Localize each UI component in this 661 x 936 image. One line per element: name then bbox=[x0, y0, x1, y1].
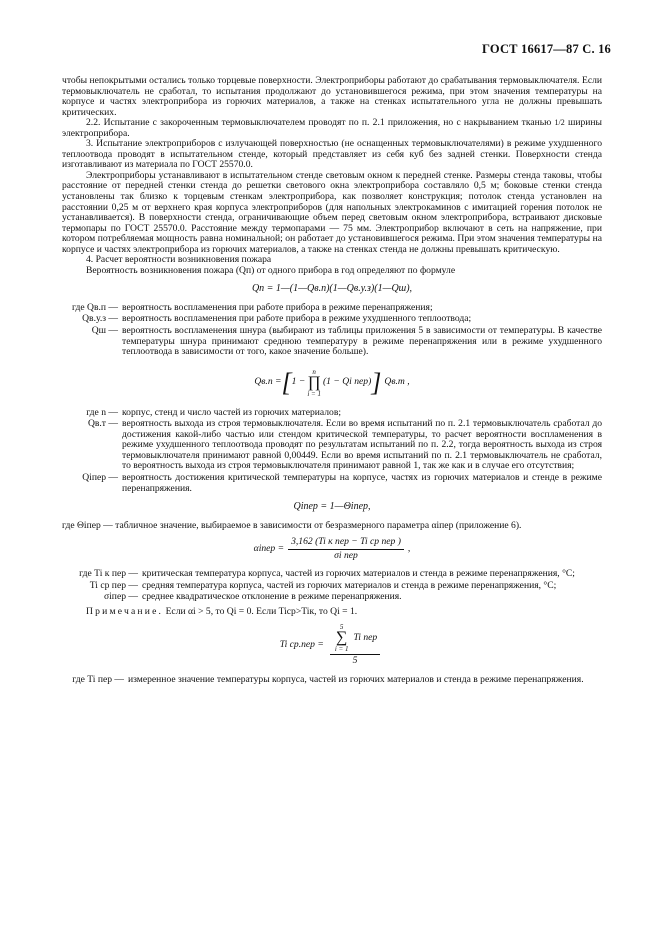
paragraph-1: чтобы непокрытыми остались только торцевые поверхности. Электроприборы работают до срабатывания термовыключателя. Если термовыключатель не сработал, то испытания продолжают до установившегося режима, при этом значения температуры на корпусе и частях электроприбора из горючих материалов, а также на стенках испытательного угла не должны превышать критических. bbox=[62, 75, 602, 118]
definition-item: где Qв.п — вероятность воспламенения при работе прибора в режиме перенапряжения; bbox=[72, 301, 433, 313]
paragraph-6: где Θiпер — табличное значение, выбираемое в зависимости от безразмерного параметра αiпер (приложение 6). bbox=[62, 519, 522, 531]
formula-fire-probability: Qп = 1—(1—Qв.п)(1—Qв.у.з)(1—Qш), bbox=[251, 283, 413, 295]
definitions-1 bbox=[62, 303, 602, 358]
definition-item: где Ti к пер — критическая температура корпуса, частей из горючих материалов и стенда в режиме перенапряжения, °С; bbox=[79, 568, 575, 580]
definition-item: где n — корпус, стенд и число частей из горючих материалов; bbox=[86, 406, 342, 418]
formula-critical-probability: Qiпер = 1—Θiпер, bbox=[293, 501, 371, 513]
fraction-half: 1/2 bbox=[554, 118, 565, 128]
note bbox=[62, 607, 602, 618]
fraction: $\frac{\text{3,162 (Ti к пер − Ti ср пер )}}{\text{σi пер}}$ bbox=[288, 537, 404, 561]
definition-item: Qв.т — вероятность выхода из строя термовыключателя. Если во время испытаний по п. 2.1 термовыключатель сработал до достижения какой-либо частью или стендом критической температуры, то расчет вероятности воспламенения в режиме ухудшенного теплоотвода проводят по результатам испытаний по п. 2.2, тогда вероятность выхода из строя термовыключателя принимают равной 0,00449. Если во время испытаний по п. 2.1 термовыключатель не сработал, то вероятность выхода из строя термовыключателя принимают равной 1, так же как и в случае его отсутствия; bbox=[87, 418, 602, 472]
paragraph-3: 3. Испытание электроприборов с излучающей поверхностью (не оснащенных термовыключателями) в режиме ухудшенного теплоотвода проводят в испытательном стенде, который представляет из себя куб без задней стенки. Поверхности стенда изготавливают из материала по ГОСТ 25570.0. bbox=[62, 138, 602, 171]
formula-mean-temperature: Ti ср.пер = 5 ∑ i = 1 Ti пер 5 bbox=[62, 623, 602, 667]
note-label: Примечание. bbox=[86, 605, 164, 617]
formula-overvoltage: Qв.п = [ 1 − n ∏ i = 1 (1 − Qi пер) ] Qв.т , bbox=[254, 367, 410, 398]
definition-item: Qш — вероятность воспламенения шнура (выбирают из таблицы приложения 5 в зависимости от температуры. В качестве температуры шнура принимают среднюю температуру в режиме перенапряжения или в режиме ухудшенного теплоотвода в зависимости от того, какое значение больше). bbox=[91, 325, 602, 358]
definitions-4 bbox=[62, 675, 602, 686]
definition-item: Qв.у.з — вероятность воспламенения при работе прибора в режиме ухудшенного теплоотвода; bbox=[82, 313, 472, 325]
note-text: Если αi > 5, то Qi = 0. Если Tiср>Tiк, то Qi = 1. bbox=[163, 605, 358, 617]
definition-item: Qiпер — вероятность достижения критической температуры на корпусе, частях из горючих материалов и стенде в режиме перенапряжения. bbox=[82, 471, 602, 494]
sum-operator: 5 ∑ i = 1 bbox=[334, 623, 349, 654]
paragraph-2: 2.2. Испытание с закороченным термовыключателем проводят по п. 2.1 приложения, но с накрыванием тканью 1/2 ширины электроприбора. bbox=[62, 117, 602, 139]
formula-alpha: αiпер = $\frac{\text{3,162 (Ti к пер − Ti ср пер )}}{\text{σi пер}}$ , bbox=[253, 536, 411, 561]
definition-item: σiпер — среднее квадратическое отклонение в режиме перенапряжения. bbox=[103, 591, 402, 603]
paragraph-5: Вероятность возникновения пожара (Qп) от одного прибора в год определяют по формуле bbox=[86, 264, 456, 276]
definition-item: где Ti пер — измеренное значение температуры корпуса, частей из горючих материалов и стенда в режиме перенапряжения. bbox=[72, 673, 584, 685]
section-heading: 4. Расчет вероятности возникновения пожара bbox=[86, 254, 272, 266]
page-header: ГОСТ 16617—87 С. 16 bbox=[482, 42, 611, 56]
paragraph-4: Электроприборы устанавливают в испытательном стенде световым окном к передней стенке. Размеры стенда таковы, чтобы расстояние от передней стенки стенда до решетки светового окна электроприбора составляло 0,5 м; боковые стенки стенда установлены так близко к торцевым стенкам электроприбора, как позволяет конструкция; потолок стенда установлен на расстоянии 0,25 м от верхнего края корпуса электроприборов (для напольных электрокаминов с имитацией горения потолок не устанавливается). В поверхности стенда, ограничивающие объем перед световым окном электроприбора, встраивают дисковые термопары по ГОСТ 25570.0. Расстояние между термопарами — 75 мм. Электроприбор включают в сеть на напряжение, при котором потребляемая мощность равна номинальной; он работает до установившегося режима. При этом значения температуры на корпусе и частях электроприбора из горючих материалов, а также на стенках стенда не должны превышать критическую. bbox=[62, 169, 602, 255]
definitions-2 bbox=[62, 408, 602, 494]
definitions-3 bbox=[62, 569, 602, 603]
definition-item: Ti ср пер — средняя температура корпуса, частей из горючих материалов и стенда в режиме перенапряжения, °С; bbox=[89, 579, 557, 591]
fraction: 5 ∑ i = 1 Ti пер 5 bbox=[330, 623, 380, 667]
document-body bbox=[62, 76, 602, 689]
product-operator: n ∏ i = 1 bbox=[307, 367, 321, 398]
